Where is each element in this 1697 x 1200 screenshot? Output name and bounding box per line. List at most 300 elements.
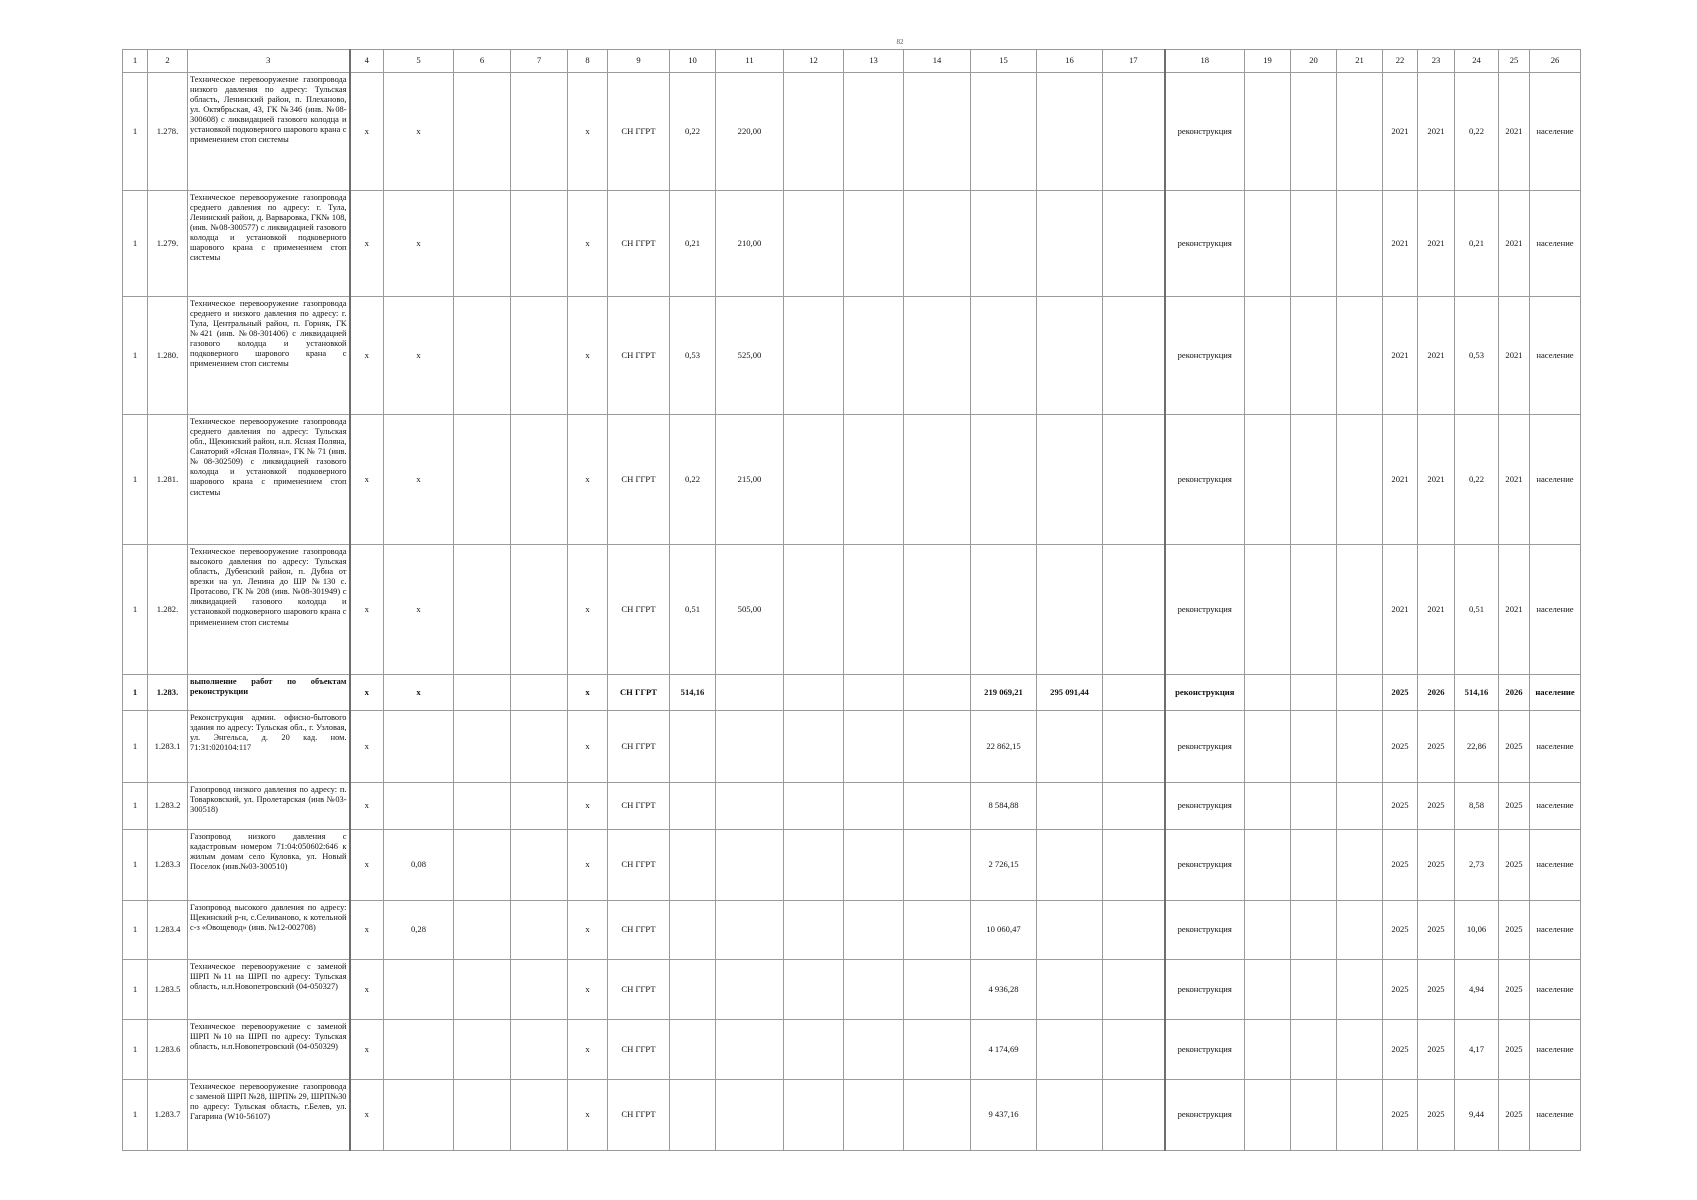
cell-organization: СН ГГРТ [608, 297, 670, 415]
cell-col-17 [1103, 711, 1165, 783]
cell-col-8: x [568, 830, 608, 901]
cell-value-10: 0,21 [670, 191, 716, 297]
cell-value-11: 215,00 [716, 415, 784, 545]
cell-col-20 [1291, 830, 1337, 901]
cell-work-type: реконструкция [1165, 297, 1245, 415]
cell-description: Техническое перевооружение газопровода с заменой ШРП №28, ШРП№ 29, ШРП№30 по адресу: Тульская область, г.Белев, ул. Гагарина (W10-56107) [188, 1080, 350, 1151]
cell-col-13 [844, 901, 904, 960]
cell-col-13 [844, 73, 904, 191]
cell-col-17 [1103, 901, 1165, 960]
cell-value-11: 505,00 [716, 545, 784, 675]
cell-work-type: реконструкция [1165, 415, 1245, 545]
cell-col-13 [844, 297, 904, 415]
cell-organization: СН ГГРТ [608, 415, 670, 545]
table-row [123, 415, 1581, 545]
cell-col-12 [784, 960, 844, 1020]
cell-col-20 [1291, 73, 1337, 191]
cell-col-8: x [568, 73, 608, 191]
column-header: 15 [971, 50, 1037, 73]
column-header: 5 [384, 50, 454, 73]
cell-year-end: 2025 [1418, 1080, 1455, 1151]
cell-work-type: реконструкция [1165, 191, 1245, 297]
cell-col-4: x [350, 960, 384, 1020]
cell-organization: СН ГГРТ [608, 545, 670, 675]
cell-col-13 [844, 783, 904, 830]
cell-col-12 [784, 830, 844, 901]
cell-cost-15: 22 862,15 [971, 711, 1037, 783]
cell-description: Техническое перевооружение газопровода среднего и низкого давления по адресу: г. Тула, Центральный район, п. Горняк, ГК №421 (инв. №08-301406) с ликвидацией газового колодца и установкой подковерного шарового крана с применением стоп системы [188, 297, 350, 415]
cell-col-19 [1245, 830, 1291, 901]
column-header: 3 [188, 50, 350, 73]
cell-work-type: реконструкция [1165, 783, 1245, 830]
cell-col-20 [1291, 675, 1337, 711]
cell-cost-15: 4 174,69 [971, 1020, 1037, 1080]
cell-year-end: 2025 [1418, 830, 1455, 901]
table-row [123, 960, 1581, 1020]
cell-value-10 [670, 960, 716, 1020]
cell-col-7 [511, 830, 568, 901]
cell-col-20 [1291, 1080, 1337, 1151]
cell-year-commission: 2021 [1499, 545, 1530, 675]
cell-col-21 [1337, 711, 1383, 783]
cell-col-14 [904, 415, 971, 545]
cell-organization: СН ГГРТ [608, 830, 670, 901]
cell-length-km: x [384, 73, 454, 191]
cell-year-end: 2025 [1418, 960, 1455, 1020]
cell-col-20 [1291, 415, 1337, 545]
cell-col-21 [1337, 783, 1383, 830]
cell-cost-15: 9 437,16 [971, 1080, 1037, 1151]
cell-col-19 [1245, 960, 1291, 1020]
cell-col-17 [1103, 1020, 1165, 1080]
cell-col-14 [904, 297, 971, 415]
cell-year-start: 2025 [1383, 675, 1418, 711]
cell-col-14 [904, 830, 971, 901]
cell-value-24: 2,73 [1455, 830, 1499, 901]
page-number: 82 [896, 38, 904, 46]
cell-col-4: x [350, 191, 384, 297]
cell-value-10 [670, 901, 716, 960]
cell-col-21 [1337, 901, 1383, 960]
cell-work-type: реконструкция [1165, 901, 1245, 960]
cell-year-start: 2021 [1383, 73, 1418, 191]
cell-year-commission: 2021 [1499, 191, 1530, 297]
cell-category: население [1530, 545, 1581, 675]
column-header: 11 [716, 50, 784, 73]
cell-col-17 [1103, 675, 1165, 711]
cell-col-14 [904, 191, 971, 297]
column-header: 4 [350, 50, 384, 73]
cell-col-17 [1103, 545, 1165, 675]
cell-col-12 [784, 191, 844, 297]
header-row [123, 50, 1581, 73]
cell-col-7 [511, 675, 568, 711]
cell-description: Техническое перевооружение газопровода среднего давления по адресу: Тульская обл., Щекинский район, н.п. Ясная Поляна, Санаторий «Ясная Поляна», ГК № 71 (инв. №08-302509) с ликвидацией газового колодца и установкой подковерного шарового крана с применением стоп системы [188, 415, 350, 545]
cell-col-21 [1337, 675, 1383, 711]
cell-col-4: x [350, 1020, 384, 1080]
column-header: 18 [1165, 50, 1245, 73]
cell-year-start: 2025 [1383, 783, 1418, 830]
cell-value-11 [716, 711, 784, 783]
cell-col-6 [454, 191, 511, 297]
cell-year-commission: 2021 [1499, 415, 1530, 545]
cell-item-number: 1.283.3 [148, 830, 188, 901]
cell-year-commission: 2026 [1499, 675, 1530, 711]
cell-year-commission: 2025 [1499, 1080, 1530, 1151]
cell-value-10 [670, 783, 716, 830]
cell-cost-16 [1037, 415, 1103, 545]
cell-col-6 [454, 783, 511, 830]
cell-value-11 [716, 675, 784, 711]
cell-length-km [384, 711, 454, 783]
column-header: 7 [511, 50, 568, 73]
cell-col-17 [1103, 297, 1165, 415]
cell-category: население [1530, 297, 1581, 415]
cell-col-14 [904, 960, 971, 1020]
cell-col-14 [904, 545, 971, 675]
cell-value-24: 8,58 [1455, 783, 1499, 830]
cell-col-4: x [350, 901, 384, 960]
cell-organization: СН ГГРТ [608, 901, 670, 960]
cell-col-17 [1103, 783, 1165, 830]
cell-col-13 [844, 711, 904, 783]
cell-value-11 [716, 783, 784, 830]
cell-length-km [384, 783, 454, 830]
cell-col-14 [904, 73, 971, 191]
cell-year-start: 2021 [1383, 415, 1418, 545]
cell-year-start: 2025 [1383, 1020, 1418, 1080]
cell-value-24: 0,51 [1455, 545, 1499, 675]
cell-row-group: 1 [123, 415, 148, 545]
table-row [123, 675, 1581, 711]
cell-year-start: 2025 [1383, 901, 1418, 960]
cell-value-24: 22,86 [1455, 711, 1499, 783]
cell-col-12 [784, 783, 844, 830]
cell-value-10 [670, 1080, 716, 1151]
cell-year-end: 2026 [1418, 675, 1455, 711]
cell-category: население [1530, 415, 1581, 545]
cell-description: Техническое перевооружение газопровода высокого давления по адресу: Тульская область, Дубенский район, п. Дубна от врезки на ул. Ленина до ШР №130 с. Протасово, ГК № 208 (инв. №08-301949) с ликвидацией газового колодца и установкой подковерного шарового крана с применением стоп системы [188, 545, 350, 675]
cell-col-6 [454, 711, 511, 783]
cell-value-24: 0,53 [1455, 297, 1499, 415]
cell-value-11: 525,00 [716, 297, 784, 415]
cell-col-4: x [350, 1080, 384, 1151]
cell-col-19 [1245, 783, 1291, 830]
cell-work-type: реконструкция [1165, 1020, 1245, 1080]
cell-item-number: 1.283.7 [148, 1080, 188, 1151]
cell-col-7 [511, 1020, 568, 1080]
cell-value-11: 220,00 [716, 73, 784, 191]
cell-col-12 [784, 415, 844, 545]
column-header: 10 [670, 50, 716, 73]
cell-col-14 [904, 901, 971, 960]
cell-value-10: 0,51 [670, 545, 716, 675]
cell-row-group: 1 [123, 675, 148, 711]
cell-category: население [1530, 675, 1581, 711]
cell-cost-15 [971, 73, 1037, 191]
cell-col-13 [844, 830, 904, 901]
cell-organization: СН ГГРТ [608, 1020, 670, 1080]
cell-category: население [1530, 830, 1581, 901]
table-row [123, 901, 1581, 960]
cell-year-end: 2021 [1418, 73, 1455, 191]
cell-col-21 [1337, 73, 1383, 191]
cell-col-21 [1337, 545, 1383, 675]
cell-col-19 [1245, 675, 1291, 711]
cell-description: Газопровод высокого давления по адресу: Щекинский р-н, с.Селиваново, к котельной с-з «Овощевод» (инв. №12-002708) [188, 901, 350, 960]
cell-col-7 [511, 545, 568, 675]
cell-value-24: 0,22 [1455, 73, 1499, 191]
cell-col-13 [844, 1080, 904, 1151]
cell-item-number: 1.280. [148, 297, 188, 415]
cell-year-end: 2025 [1418, 1020, 1455, 1080]
cell-value-11 [716, 1020, 784, 1080]
cell-cost-15: 4 936,28 [971, 960, 1037, 1020]
cell-work-type: реконструкция [1165, 675, 1245, 711]
cell-col-8: x [568, 711, 608, 783]
cell-value-24: 4,94 [1455, 960, 1499, 1020]
cell-year-end: 2021 [1418, 545, 1455, 675]
cell-year-commission: 2025 [1499, 830, 1530, 901]
cell-year-end: 2021 [1418, 297, 1455, 415]
cell-col-13 [844, 191, 904, 297]
cell-value-24: 514,16 [1455, 675, 1499, 711]
cell-year-commission: 2025 [1499, 711, 1530, 783]
cell-col-20 [1291, 960, 1337, 1020]
cell-cost-15: 2 726,15 [971, 830, 1037, 901]
cell-length-km: x [384, 191, 454, 297]
cell-col-19 [1245, 1020, 1291, 1080]
table-row [123, 73, 1581, 191]
cell-col-8: x [568, 297, 608, 415]
cell-col-8: x [568, 1080, 608, 1151]
cell-item-number: 1.281. [148, 415, 188, 545]
cell-col-14 [904, 783, 971, 830]
cell-length-km: x [384, 675, 454, 711]
cell-category: население [1530, 1020, 1581, 1080]
table-row [123, 1080, 1581, 1151]
cell-col-8: x [568, 783, 608, 830]
column-header: 13 [844, 50, 904, 73]
cell-col-14 [904, 1080, 971, 1151]
table-row [123, 545, 1581, 675]
cell-col-7 [511, 73, 568, 191]
cell-length-km [384, 960, 454, 1020]
cell-col-19 [1245, 711, 1291, 783]
cell-value-24: 0,22 [1455, 415, 1499, 545]
cell-cost-16 [1037, 1020, 1103, 1080]
cell-col-6 [454, 1020, 511, 1080]
cell-col-13 [844, 960, 904, 1020]
cell-col-19 [1245, 415, 1291, 545]
cell-category: население [1530, 711, 1581, 783]
cell-value-10 [670, 830, 716, 901]
cell-col-8: x [568, 901, 608, 960]
cell-length-km: x [384, 297, 454, 415]
cell-col-13 [844, 675, 904, 711]
cell-cost-16 [1037, 830, 1103, 901]
cell-col-14 [904, 711, 971, 783]
cell-cost-15: 219 069,21 [971, 675, 1037, 711]
cell-col-12 [784, 545, 844, 675]
cell-description: Газопровод низкого давления с кадастровым номером 71:04:050602:646 к жилым домам село Куловка, ул. Новый Поселок (инв.№03-300510) [188, 830, 350, 901]
cell-cost-16 [1037, 901, 1103, 960]
cell-col-6 [454, 1080, 511, 1151]
cell-col-6 [454, 415, 511, 545]
cell-row-group: 1 [123, 960, 148, 1020]
cell-col-21 [1337, 830, 1383, 901]
column-header: 6 [454, 50, 511, 73]
data-table [122, 49, 1581, 1151]
cell-value-11 [716, 1080, 784, 1151]
cell-length-km: x [384, 415, 454, 545]
cell-category: население [1530, 191, 1581, 297]
cell-value-24: 4,17 [1455, 1020, 1499, 1080]
cell-col-20 [1291, 901, 1337, 960]
cell-row-group: 1 [123, 783, 148, 830]
cell-col-19 [1245, 191, 1291, 297]
cell-cost-15: 10 060,47 [971, 901, 1037, 960]
column-header: 9 [608, 50, 670, 73]
cell-col-19 [1245, 73, 1291, 191]
cell-year-commission: 2025 [1499, 1020, 1530, 1080]
column-header: 2 [148, 50, 188, 73]
cell-description: Техническое перевооружение газопровода низкого давления по адресу: Тульская область, Ленинский район, п. Плеханово, ул. Октябрьская, 43, ГК №346 (инв. №08-300608) с ликвидацией газового колодца и установкой подковерного шарового крана с применением стоп системы [188, 73, 350, 191]
cell-year-start: 2025 [1383, 830, 1418, 901]
cell-col-4: x [350, 675, 384, 711]
cell-col-17 [1103, 1080, 1165, 1151]
cell-col-13 [844, 545, 904, 675]
cell-col-4: x [350, 783, 384, 830]
cell-value-24: 9,44 [1455, 1080, 1499, 1151]
cell-col-19 [1245, 901, 1291, 960]
cell-value-10: 514,16 [670, 675, 716, 711]
cell-row-group: 1 [123, 711, 148, 783]
cell-year-start: 2021 [1383, 545, 1418, 675]
cell-col-13 [844, 1020, 904, 1080]
cell-col-21 [1337, 191, 1383, 297]
cell-category: население [1530, 960, 1581, 1020]
cell-item-number: 1.282. [148, 545, 188, 675]
cell-value-11 [716, 830, 784, 901]
cell-col-21 [1337, 1080, 1383, 1151]
cell-year-start: 2025 [1383, 1080, 1418, 1151]
cell-cost-16 [1037, 783, 1103, 830]
cell-value-10: 0,22 [670, 73, 716, 191]
cell-col-21 [1337, 960, 1383, 1020]
cell-category: население [1530, 1080, 1581, 1151]
cell-value-11 [716, 960, 784, 1020]
cell-col-12 [784, 901, 844, 960]
cell-year-end: 2025 [1418, 711, 1455, 783]
cell-work-type: реконструкция [1165, 960, 1245, 1020]
column-header: 20 [1291, 50, 1337, 73]
cell-col-20 [1291, 711, 1337, 783]
cell-col-12 [784, 1080, 844, 1151]
cell-col-19 [1245, 1080, 1291, 1151]
cell-col-6 [454, 73, 511, 191]
cell-col-4: x [350, 545, 384, 675]
cell-col-12 [784, 711, 844, 783]
cell-description: Газопровод низкого давления по адресу: п. Товарковский, ул. Пролетарская (инв №03-300518) [188, 783, 350, 830]
cell-col-6 [454, 901, 511, 960]
cell-value-11: 210,00 [716, 191, 784, 297]
cell-item-number: 1.278. [148, 73, 188, 191]
cell-length-km [384, 1020, 454, 1080]
column-header: 23 [1418, 50, 1455, 73]
cell-length-km: 0,08 [384, 830, 454, 901]
cell-year-end: 2025 [1418, 783, 1455, 830]
cell-col-6 [454, 830, 511, 901]
cell-col-8: x [568, 415, 608, 545]
cell-col-6 [454, 545, 511, 675]
table-row [123, 711, 1581, 783]
column-header: 25 [1499, 50, 1530, 73]
column-header: 17 [1103, 50, 1165, 73]
cell-col-17 [1103, 830, 1165, 901]
cell-col-8: x [568, 191, 608, 297]
cell-value-24: 10,06 [1455, 901, 1499, 960]
cell-col-14 [904, 675, 971, 711]
cell-row-group: 1 [123, 545, 148, 675]
cell-category: население [1530, 73, 1581, 191]
cell-work-type: реконструкция [1165, 1080, 1245, 1151]
cell-description: Техническое перевооружение с заменой ШРП №10 на ШРП по адресу: Тульская область, н.п.Новопетровский (04-050329) [188, 1020, 350, 1080]
cell-work-type: реконструкция [1165, 73, 1245, 191]
cell-item-number: 1.283.2 [148, 783, 188, 830]
cell-row-group: 1 [123, 73, 148, 191]
table-row [123, 1020, 1581, 1080]
cell-year-end: 2021 [1418, 415, 1455, 545]
column-header: 21 [1337, 50, 1383, 73]
cell-col-17 [1103, 960, 1165, 1020]
cell-value-10 [670, 711, 716, 783]
cell-col-20 [1291, 545, 1337, 675]
cell-year-commission: 2021 [1499, 73, 1530, 191]
cell-row-group: 1 [123, 1080, 148, 1151]
cell-year-end: 2025 [1418, 901, 1455, 960]
cell-description: Техническое перевооружение с заменой ШРП №11 на ШРП по адресу: Тульская область, н.п.Новопетровский (04-050327) [188, 960, 350, 1020]
cell-organization: СН ГГРТ [608, 960, 670, 1020]
cell-year-commission: 2025 [1499, 960, 1530, 1020]
cell-col-6 [454, 297, 511, 415]
cell-organization: СН ГГРТ [608, 783, 670, 830]
cell-row-group: 1 [123, 191, 148, 297]
cell-work-type: реконструкция [1165, 711, 1245, 783]
cell-value-10: 0,53 [670, 297, 716, 415]
column-header: 12 [784, 50, 844, 73]
cell-year-end: 2021 [1418, 191, 1455, 297]
cell-description: Техническое перевооружение газопровода среднего давления по адресу: г. Тула, Ленинский район, д. Варваровка, ГК№ 108, (инв. №08-300577) с ликвидацией газового колодца и установкой подковерного шарового крана с применением стоп системы [188, 191, 350, 297]
cell-value-11 [716, 901, 784, 960]
cell-length-km [384, 1080, 454, 1151]
cell-col-8: x [568, 545, 608, 675]
cell-cost-15 [971, 191, 1037, 297]
cell-col-7 [511, 1080, 568, 1151]
cell-organization: СН ГГРТ [608, 1080, 670, 1151]
cell-cost-16 [1037, 73, 1103, 191]
cell-col-21 [1337, 415, 1383, 545]
cell-item-number: 1.279. [148, 191, 188, 297]
cell-cost-15 [971, 545, 1037, 675]
table-row [123, 830, 1581, 901]
cell-cost-16 [1037, 297, 1103, 415]
cell-row-group: 1 [123, 901, 148, 960]
cell-col-7 [511, 711, 568, 783]
cell-cost-16: 295 091,44 [1037, 675, 1103, 711]
table-row [123, 191, 1581, 297]
cell-item-number: 1.283.4 [148, 901, 188, 960]
